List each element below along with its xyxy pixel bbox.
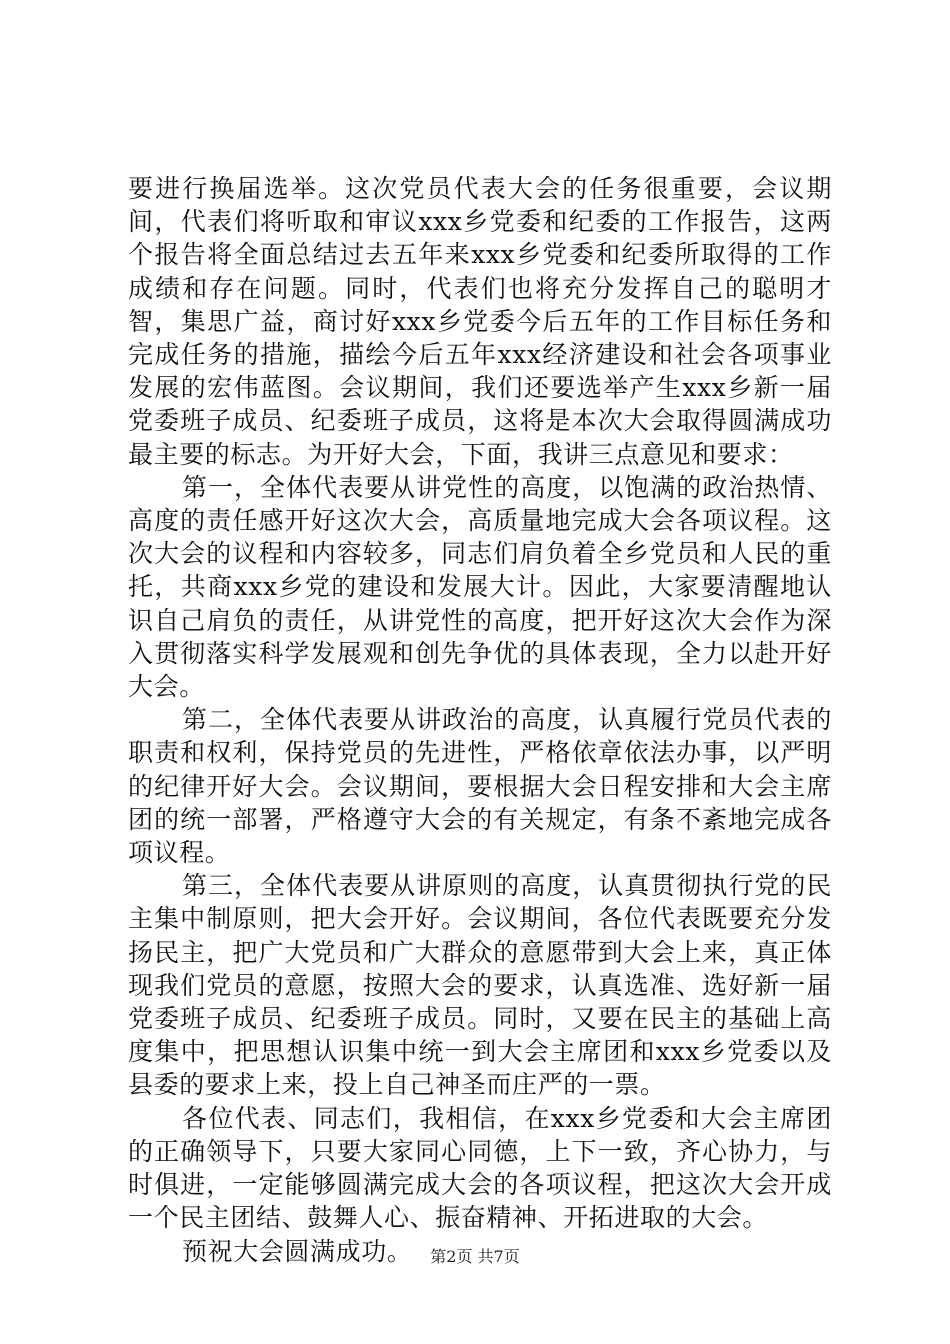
paragraph-intro: 要进行换届选举。这次党员代表大会的任务很重要，会议期间，代表们将听取和审议xxx乡党委和纪委的工作报告，这两个报告将全面总结过去五年来xxx乡党委和纪委所取得的工作成绩和存在问题。同时，代表们也将充分发挥自己的聪明才智，集思广益，商讨好xxx乡党委今后五年的工作目标任务和完成任务的措施，描绘今后五年xxx经济建设和社会各项事业发展的宏伟蓝图。会议期间，我们还要选举产生xxx乡新一届党委班子成员、纪委班子成员，这将是本次大会取得圆满成功最主要的标志。为开好大会，下面，我讲三点意见和要求： [128,174,832,469]
paragraph-wish: 预祝大会圆满成功。 [182,1236,413,1266]
paragraph-closing: 各位代表、同志们，我相信，在xxx乡党委和大会主席团的正确领导下，只要大家同心同德，上下一致，齐心协力，与时俱进，一定能够圆满完成大会的各项议程，把这次大会开成一个民主团结、鼓舞人心、振奋精神、开拓进取的大会。 [128,1103,832,1233]
paragraph-point-three: 第三，全体代表要从讲原则的高度，认真贯彻执行党的民主集中制原则，把大会开好。会议期间，各位代表既要充分发扬民主，把广大党员和广大群众的意愿带到大会上来，真正体现我们党员的意愿，按照大会的要求，认真选准、选好新一届党委班子成员、纪委班子成员。同时，又要在民主的基础上高度集中，把思想认识集中统一到大会主席团和xxx乡党委以及县委的要求上来，投上自己神圣而庄严的一票。 [128,871,832,1100]
paragraph-point-one: 第一，全体代表要从讲党性的高度，以饱满的政治热情、高度的责任感开好这次大会，高质量地完成大会各项议程。这次大会的议程和内容较多，同志们肩负着全乡党员和人民的重托，共商xxx乡党的建设和发展大计。因此，大家要清醒地认识自己肩负的责任，从讲党性的高度，把开好这次大会作为深入贯彻落实科学发展观和创先争优的具体表现，全力以赴开好大会。 [128,472,832,702]
paragraph-point-two: 第二，全体代表要从讲政治的高度，认真履行党员代表的职责和权利，保持党员的先进性，严格依章依法办事，以严明的纪律开好大会。会议期间，要根据大会日程安排和大会主席团的统一部署，严格遵守大会的有关规定，有条不紊地完成各项议程。 [128,705,832,868]
page-footer: 第2页 共7页 [430,1247,520,1266]
document-body [128,172,832,1268]
